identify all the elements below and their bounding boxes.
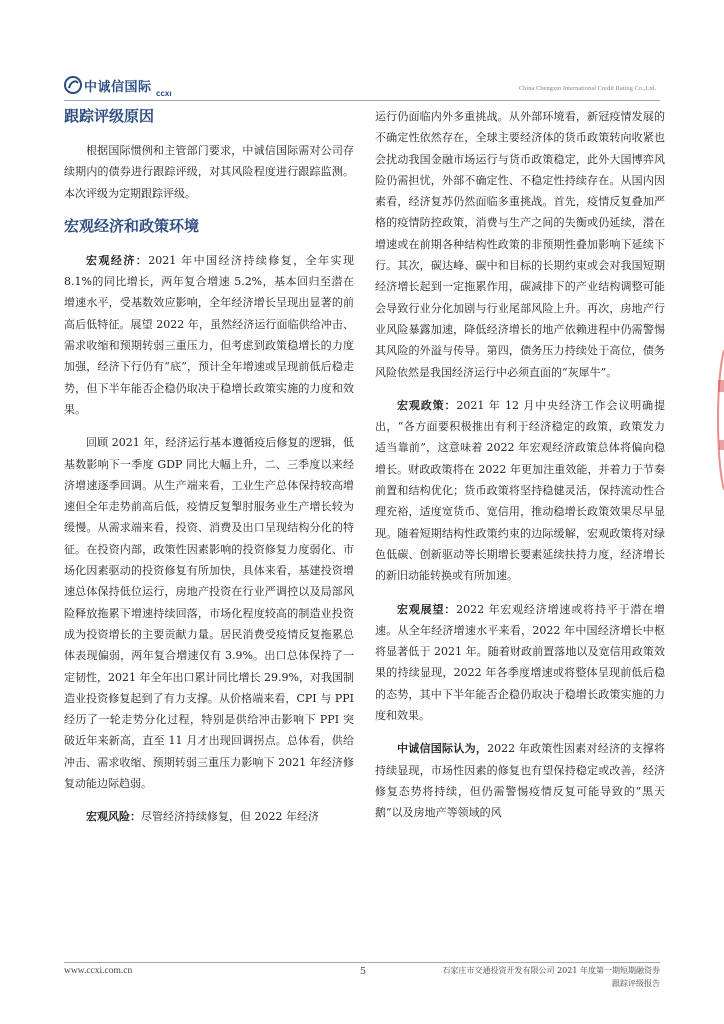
paragraph-macro-risk [64,806,354,827]
paragraph-tracking: 根据国际惯例和主管部门要求，中诚信国际需对公司存续期内的债券进行跟踪评级，对其风险程度进行跟踪监测。本次评级为定期跟踪评级。 [64,144,354,200]
footer-report-line2: 跟踪评级报告 [612,979,660,988]
paragraph-macro-policy [375,395,665,587]
header-rule [64,100,660,101]
footer-report-title [443,964,660,990]
right-column [375,106,665,836]
ccxi-logo [64,74,184,102]
text-macro-outlook: 2022 年宏观经济增速或将持平于潜在增速。从全年经济增速水平来看，2022 年中国经济增长中枢将显著低于 2021 年。随着财政前置落地以及宽信用政策效果的持续显现，2022 年各季度增速或将整体呈现前低后稳的态势，其中下半年能否企稳仍取决于稳增长政策实施的力度和效果。 [375,602,665,723]
section-title-macro: 宏观经济和政策环境 [64,216,200,235]
text-macro-economy: 2021 年中国经济持续修复，全年实现 8.1%的同比增长，两年复合增速 5.2%，基本回归至潜在增速水平，受基数效应影响，全年经济增长呈现出显著的前高后低特征。展望 2022 年，虽然经济运行面临供给冲击、需求收缩和预期转弱三重压力，但考虑到政策稳增长的力度加强，经济下行仍有“底”，预计全年增速或呈现前低后稳走势，但下半年能否企稳仍取决于稳增长政策实施的力度和效果。 [64,253,355,416]
text-macro-risk: 尽管经济持续修复，但 2022 年经济 [141,810,319,824]
text-ccxi-view: 2022 年政策性因素对经济的支撑将持续显现，市场性因素的修复也有望保持稳定或改善，经济修复态势将持续，但仍需警惕疫情反复可能导致的“黑天鹅”以及房地产等领域的风 [375,742,666,820]
logo-text: 中诚信国际 [84,80,152,95]
paragraph-risk-continued: 运行仍面临内外多重挑战。从外部环境看，新冠疫情发展的不确定性依然存在，全球主要经济体的货币政策转向收紧也会扰动我国金融市场运行与货币政策稳定，此外大国博弈风险仍需担忧，外部不确定性、不稳定性持续存在。从国内因素看，经济复苏仍然面临多重挑战。首先，疫情反复叠加严格的疫情防控政策，消费与生产之间的失衡或仍延续，潜在增速或在前期各种结构性政策的非预期性叠加影响下延续下行。其次，碳达峰、碳中和目标的长期约束或会对我国短期经济增长起到一定拖累作用，碳减排下的产业结构调整可能会导致行业分化加剧与行业尾部风险上升。再次，房地产行业风险暴露加速，降低经济增长的地产依赖进程中仍需警惕其风险的外溢与传导。第四，债务压力持续处于高位，债务风险依然是我国经济运行中必须直面的“灰犀牛”。 [375,110,665,379]
lead-macro-policy: 宏观政策： [397,398,457,412]
header-company-en: China Chengxin International Credit Rating Co.,Ltd. [518,85,656,92]
footer-rule [64,962,660,963]
paragraph-macro-economy [64,250,354,420]
page-number: 5 [360,966,367,977]
footer-report-line1: 石家庄市交通投资开发有限公司 2021 年度第一期短期融资券 [442,966,660,975]
seal-edge-mark [714,350,724,490]
footer-website[interactable]: www.ccxi.com.cn [64,966,133,976]
text-macro-policy: 2021 年 12 月中央经济工作会议明确提出，“各方面要积极推出有利于经济稳定的政策，政策发力适当靠前”，这意味着 2022 年宏观经济政策总体将偏向稳增长。财政政策将在 2022 年更加注重效能，并着力于节奏前置和结构优化；货币政策将坚持稳健灵活，保持流动性合理充裕，适度宽货币、宽信用，推动稳增长政策效果尽早显现。随着短期结构性政策约束的边际缓解，宏观政策将对绿色低碳、创新驱动等长期增长要素延续扶持力度，经济增长的新旧动能转换或有所加速。 [375,398,666,583]
lead-macro-economy: 宏观经济： [86,253,149,267]
left-column [64,106,354,840]
logo-sub: CCXI [156,91,172,98]
paragraph-macro-outlook [375,599,665,727]
paragraph-review-2021: 回顾 2021 年，经济运行基本遵循疫后修复的逻辑，低基数影响下一季度 GDP 同比大幅上升，二、三季度以来经济增速逐季回调。从生产端来看，工业生产总体保持较高增速但全年走势前高后低，疫情反复掣肘服务业生产增长较为缓慢。从需求端来看，投资、消费及出口呈现结构分化的特征。在投资内部，政策性因素影响的投资修复力度弱化、市场化因素驱动的投资修复有所加快，具体来看，基建投资增速总体保持低位运行，房地产投资在行业严调控以及局部风险释放拖累下增速持续回落，市场化程度较高的制造业投资成为投资增长的主要贡献力量。居民消费受疫情反复拖累总体表现偏弱，两年复合增速仅有 3.9%。出口总体保持了一定韧性，2021 年全年出口累计同比增长 29.9%，对我国制造业投资修复起到了有力支撑。从价格端来看，CPI 与 PPI 经历了一轮走势分化过程，特别是供给冲击影响下 PPI 突破近年来新高，直至 11 月才出现回调拐点。总体看，供给冲击、需求收缩、预期转弱三重压力影响下 2021 年经济修复动能边际趋弱。 [64,436,354,791]
logo-mark-icon [64,76,82,94]
paragraph-ccxi-view [375,738,665,823]
section-title-tracking: 跟踪评级原因 [64,107,155,125]
lead-macro-risk: 宏观风险： [86,810,141,824]
lead-ccxi-view: 中诚信国际认为， [397,742,488,756]
lead-macro-outlook: 宏观展望： [397,602,457,616]
